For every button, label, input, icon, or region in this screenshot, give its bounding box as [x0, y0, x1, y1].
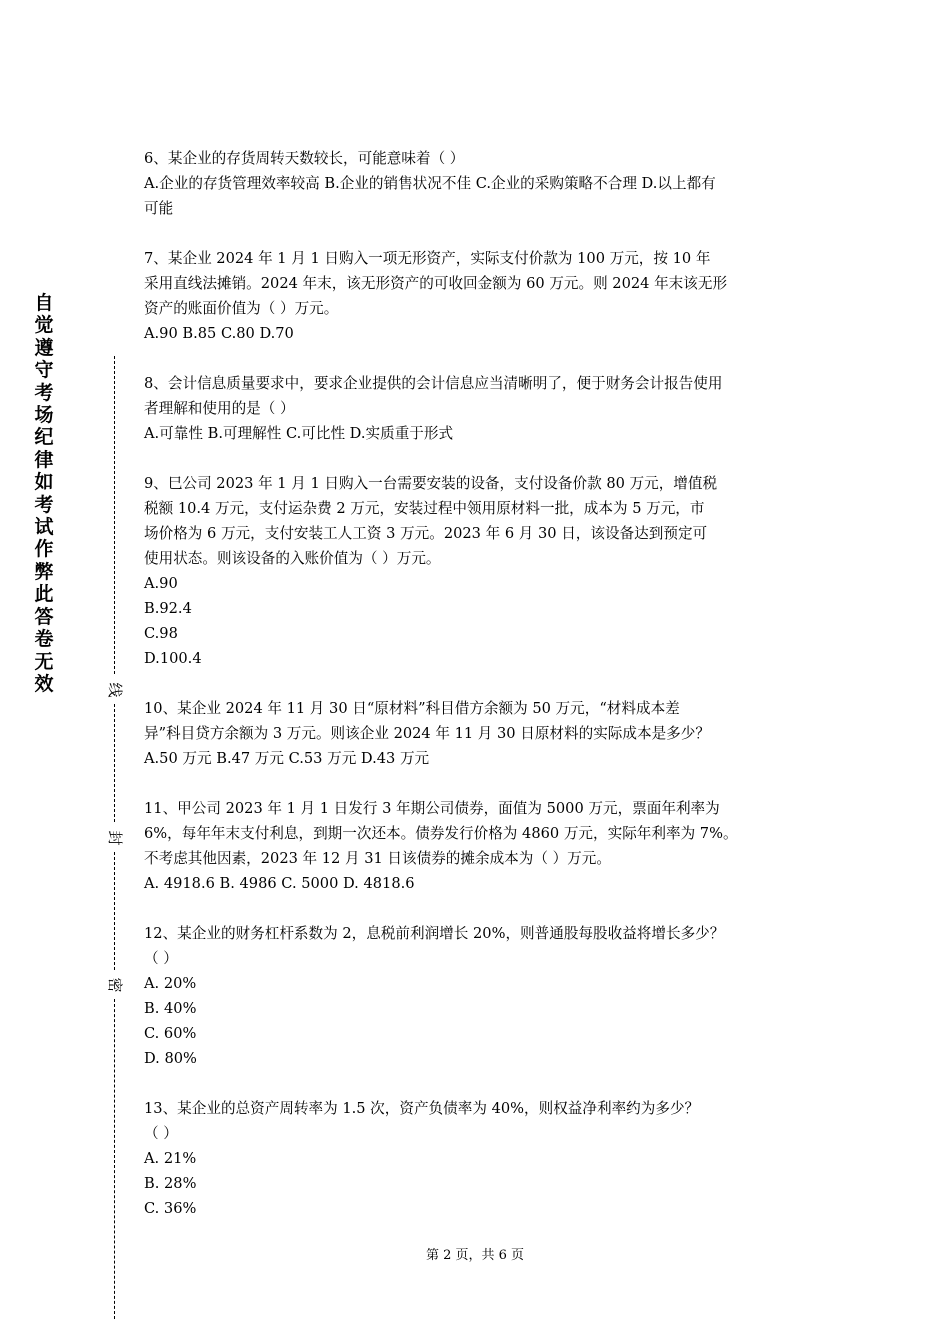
question-line: 可能 — [144, 200, 174, 217]
question-line: 税额 10.4 万元，支付运杂费 2 万元，安装过程中领用原材料一批，成本为 5 万元，市 — [144, 500, 705, 517]
question-stem-line: 7、某企业 2024 年 1 月 1 日购入一项无形资产，实际支付价款为 100 万元，按 10 年 — [144, 250, 711, 267]
page-number: 第 2 页，共 6 页 — [425, 1248, 525, 1263]
question-stem-line: 10、某企业 2024 年 11 月 30 日“原材料”科目借方余额为 50 万元，“材料成本差 — [144, 700, 680, 717]
seal-char-xian: 线 — [106, 682, 124, 698]
question-line: A.50 万元 B.47 万元 C.53 万元 D.43 万元 — [144, 750, 430, 767]
question-line: 异”科目贷方余额为 3 万元。则该企业 2024 年 11 月 30 日原材料的实际成本是多少？ — [144, 725, 710, 742]
question-stem-line: 9、巳公司 2023 年 1 月 1 日购入一台需要安装的设备，支付设备价款 80 万元，增值税 — [144, 475, 718, 492]
question-spacer — [144, 446, 810, 471]
question-line: （ ） — [144, 1125, 178, 1142]
question-q10 — [144, 696, 810, 771]
question-q11 — [144, 796, 810, 896]
question-line: C.98 — [144, 625, 178, 642]
question-spacer — [144, 1071, 810, 1096]
question-line: 6%，每年年末支付利息，到期一次还本。债券发行价格为 4860 万元，实际年利率为 7%。 — [144, 825, 738, 842]
question-line: A.可靠性 B.可理解性 C.可比性 D.实质重于形式 — [144, 425, 454, 442]
question-stem-line: 11、甲公司 2023 年 1 月 1 日发行 3 年期公司债券，面值为 5000 万元，票面年利率为 — [144, 800, 720, 817]
question-spacer — [144, 771, 810, 796]
question-spacer — [144, 896, 810, 921]
question-line: B.92.4 — [144, 600, 192, 617]
question-q9 — [144, 471, 810, 671]
seal-dashed-line — [114, 999, 115, 1319]
question-line: 场价格为 6 万元，支付安装工人工资 3 万元。2023 年 6 月 30 日，该设备达到预定可 — [144, 525, 708, 542]
seal-dashed-line — [114, 356, 115, 674]
seal-dashed-line — [114, 704, 115, 822]
question-q7 — [144, 246, 810, 346]
question-line: A. 20% — [144, 975, 197, 992]
question-line: A.90 B.85 C.80 D.70 — [144, 325, 294, 342]
question-line: 不考虑其他因素，2023 年 12 月 31 日该债券的摊余成本为（ ）万元。 — [144, 850, 611, 867]
question-line: 使用状态。则该设备的入账价值为（ ）万元。 — [144, 550, 441, 567]
question-line: 者理解和使用的是（ ） — [144, 400, 295, 417]
question-spacer — [144, 221, 810, 246]
question-spacer — [144, 671, 810, 696]
question-line: B. 40% — [144, 1000, 197, 1017]
question-line: C. 60% — [144, 1025, 197, 1042]
question-line: B. 28% — [144, 1175, 197, 1192]
question-line: 资产的账面价值为（ ）万元。 — [144, 300, 339, 317]
question-line: A.90 — [144, 575, 178, 592]
question-line: D. 80% — [144, 1050, 197, 1067]
question-stem-line: 13、某企业的总资产周转率为 1.5 次，资产负债率为 40%，则权益净利率约为多少？ — [144, 1100, 700, 1117]
question-q12 — [144, 921, 810, 1071]
question-line: C. 36% — [144, 1200, 197, 1217]
question-line: A. 21% — [144, 1150, 197, 1167]
question-line: 采用直线法摊销。2024 年末，该无形资产的可收回金额为 60 万元。则 2024 年末该无形 — [144, 275, 728, 292]
seal-char-mi: 密 — [106, 977, 124, 993]
question-line: A. 4918.6 B. 4986 C. 5000 D. 4818.6 — [144, 875, 415, 892]
question-line: （ ） — [144, 950, 178, 967]
exam-discipline-notice: 自觉遵守考场纪律如考试作弊此答卷无效 — [34, 292, 54, 695]
question-line: A.企业的存货管理效率较高 B.企业的销售状况不佳 C.企业的采购策略不合理 D.以上都有 — [144, 175, 716, 192]
question-q8 — [144, 371, 810, 446]
seal-dashed-line — [114, 852, 115, 970]
seal-char-feng: 封 — [106, 830, 124, 846]
question-stem-line: 12、某企业的财务杠杆系数为 2，息税前利润增长 20%，则普通股每股收益将增长多少？ — [144, 925, 725, 942]
question-spacer — [144, 346, 810, 371]
question-stem-line: 8、会计信息质量要求中，要求企业提供的会计信息应当清晰明了，便于财务会计报告使用 — [144, 375, 723, 392]
question-q6 — [144, 146, 810, 221]
question-q13 — [144, 1096, 810, 1221]
question-line: D.100.4 — [144, 650, 202, 667]
question-list — [144, 146, 810, 1221]
question-stem-line: 6、某企业的存货周转天数较长，可能意味着（ ） — [144, 150, 465, 167]
